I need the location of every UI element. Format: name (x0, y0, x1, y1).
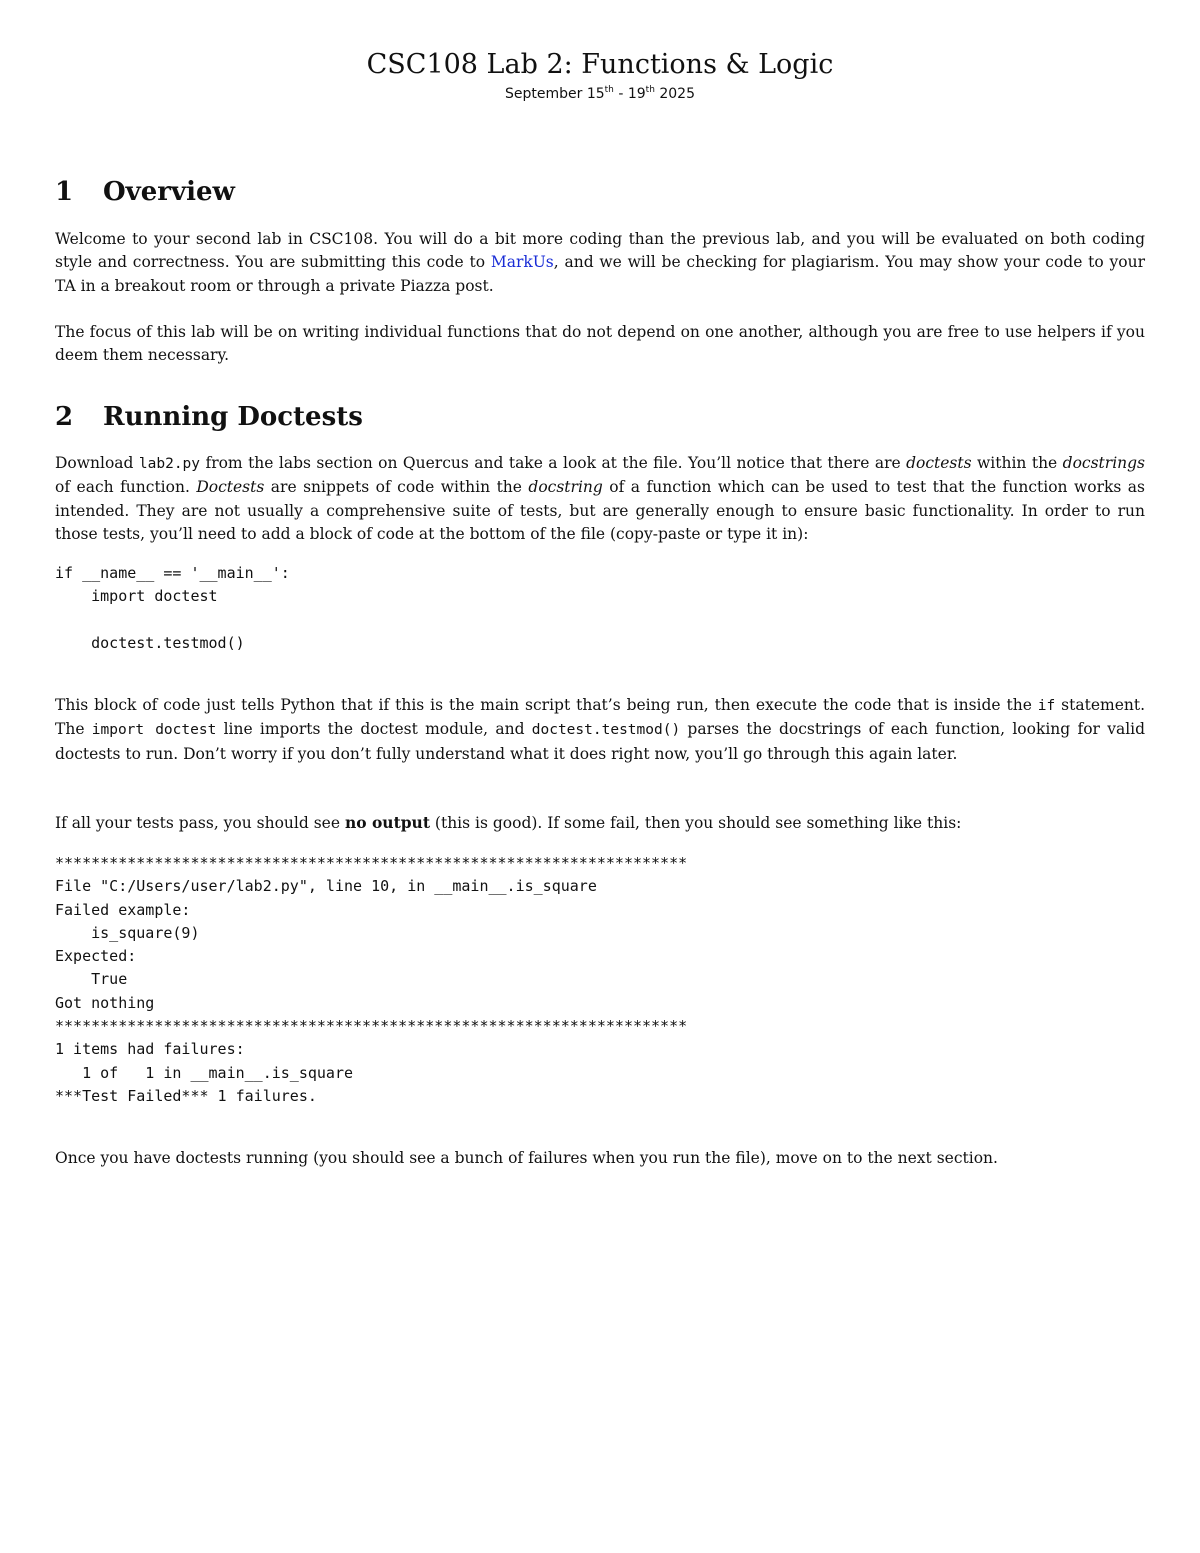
doctest-failure-output: ********************************************************************** File "C:/Users/user/lab2.py", line 10, in __main__.is_square Failed example: is_square(9) Expected: True Got nothing ********************************************************************** 1 items had failures: 1 of 1 in __main__.is_square ***Test Failed*** 1 failures. (55, 854, 688, 1105)
section-heading-doctests (55, 401, 363, 433)
inline-code: doctest.testmod() (531, 722, 681, 739)
text-run: Welcome to your second lab in CSC108. You will do a bit more coding than the previous lab, and you will be evaluated on both coding style and correctness. You are submitting this code to (55, 230, 1145, 272)
text-run: (this is good). If some fail, then you should see something like this: (430, 814, 962, 832)
text-run: statement. The (55, 696, 1146, 739)
text-run: from the labs section on Quercus and take a look at the file. You’ll notice that there are (200, 454, 907, 472)
text-run: , and we will be checking for plagiarism. You may show your code to your TA in a breakout room or through a private Piazza post. (55, 253, 1145, 295)
text-run: line imports the doctest module, and (216, 720, 532, 739)
inline-code: if (1037, 698, 1056, 714)
strong-text: no output (344, 813, 430, 832)
emphasis: Doctests (196, 478, 265, 497)
date-year: 2025 (654, 86, 695, 102)
text-run: within the (971, 454, 1063, 472)
doctests-paragraph-2 (55, 694, 1145, 766)
text-run: Download (55, 454, 139, 472)
emphasis: docstring (528, 478, 603, 497)
date-end: - 19 (613, 86, 646, 102)
text-run: If all your tests pass, you should see (55, 814, 345, 832)
inline-code: import doctest (91, 722, 217, 739)
section-number: 2 (55, 402, 74, 432)
text-run: are snippets of code within the (264, 478, 529, 497)
overview-paragraph-1 (55, 228, 1145, 298)
doctests-paragraph-1 (55, 452, 1145, 547)
section-heading-overview (55, 176, 235, 208)
main-guard-code-block: if __name__ == '__main__': import doctest doctest.testmod() (55, 564, 290, 652)
text-run: parses the docstrings of each function, looking for valid doctests to run. Don’t worry if you don’t fully understand what it does right now, you’ll go through this again later. (55, 720, 1146, 763)
doctests-paragraph-4: Once you have doctests running (you should see a bunch of failures when you run the file), move on to the next section. (55, 1149, 998, 1167)
filename-code: lab2.py (138, 456, 201, 472)
text-run: of each function. (55, 478, 197, 497)
date-start: September 15 (505, 86, 605, 102)
date-start-suffix: th (604, 85, 614, 95)
section-number: 1 (55, 177, 74, 207)
section-title: Overview (103, 177, 235, 207)
text-run: of a function which can be used to test that the function works as intended. They are not usually a comprehensive suite of tests, but are generally enough to ensure basic functionality. In order to run those tests, you’ll need to add a block of code at the bottom of the file (copy-paste or type it in): (55, 478, 1146, 544)
document-date (55, 84, 1145, 104)
text-run: This block of code just tells Python that if this is the main script that’s being run, then execute the code that is inside the (55, 696, 1038, 714)
markus-link[interactable]: MarkUs (490, 253, 554, 272)
emphasis: doctests (906, 454, 972, 472)
overview-paragraph-2: The focus of this lab will be on writing individual functions that do not depend on one another, although you are free to use helpers if you deem them necessary. (55, 323, 1145, 365)
doctests-paragraph-3 (55, 811, 1145, 835)
document-title: CSC108 Lab 2: Functions & Logic (366, 49, 834, 80)
date-end-suffix: th (645, 85, 655, 95)
emphasis: docstrings (1062, 454, 1146, 472)
section-title: Running Doctests (103, 402, 363, 432)
